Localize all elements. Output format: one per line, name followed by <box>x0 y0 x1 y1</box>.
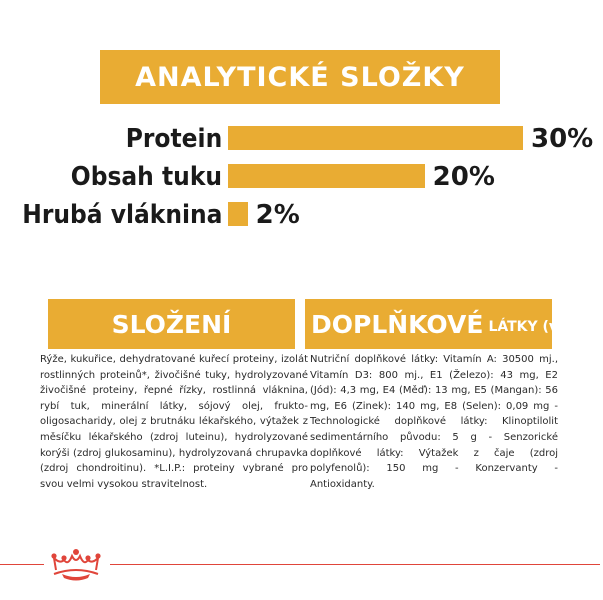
fibre-value: 2% <box>255 200 300 230</box>
fibre-label: Hrubá vláknina <box>21 200 222 230</box>
footer-line-right <box>110 564 600 565</box>
crown-icon <box>44 544 108 584</box>
composition-title: SLOŽENÍ <box>111 309 232 339</box>
protein-value: 30% <box>531 124 594 154</box>
additives-subtitle: LÁTKY (v 1 kg) <box>488 319 603 335</box>
fat-value: 20% <box>432 162 495 192</box>
additives-text: Nutriční doplňkové látky: Vitamín A: 30500 mj., Vitamín D3: 800 mj., E1 (Železo): 43 mg, E2 (Jód): 4,3 mg, E4 (Měď): 13 mg, E5 (Mangan): 56 mg, E6 (Zinek): 140 mg, E8 (Selen): 0,09 mg - Technologické doplňkové látky: Klinoptilolit sedimentárního původu: 5 g - Senzorické doplňkové látky: Výtažek z čaje (zdroj polyfenolů): 150 mg - Konzervanty - Antioxidanty. <box>310 354 558 490</box>
additives-title: DOPLŇKOVÉ <box>311 309 484 339</box>
footer-line-left <box>0 564 44 565</box>
fat-row <box>0 160 600 194</box>
protein-row <box>0 122 600 156</box>
additives-header <box>305 299 603 349</box>
analytical-components-title: ANALYTICKÉ SLOŽKY <box>135 61 465 93</box>
fibre-row <box>0 198 600 232</box>
fat-label: Obsah tuku <box>70 162 222 192</box>
analytical-components-banner <box>100 50 500 104</box>
protein-bar <box>228 126 523 150</box>
fibre-bar <box>228 202 248 226</box>
protein-label: Protein <box>125 124 222 154</box>
fat-bar <box>228 164 425 188</box>
composition-header <box>48 299 295 349</box>
composition-text: Rýže, kukuřice, dehydratované kuřecí proteiny, izolát rostlinných proteinů*, živočišné tuky, hydrolyzované živočišné proteiny, řepné řízky, rostlinná vláknina, rybí tuk, minerální látky, sójový olej, frukto-oligosacharidy, olej z brutnáku lékařského, výtažek z měsíčku lékařského (zdroj luteinu), hydrolyzované korýši (zdroj glukosaminu), hydrolyzovaná chrupavka (zdroj chondroitinu). *L.I.P.: proteiny vybrané pro svou velmi vysokou stravitelnost. <box>40 354 308 490</box>
